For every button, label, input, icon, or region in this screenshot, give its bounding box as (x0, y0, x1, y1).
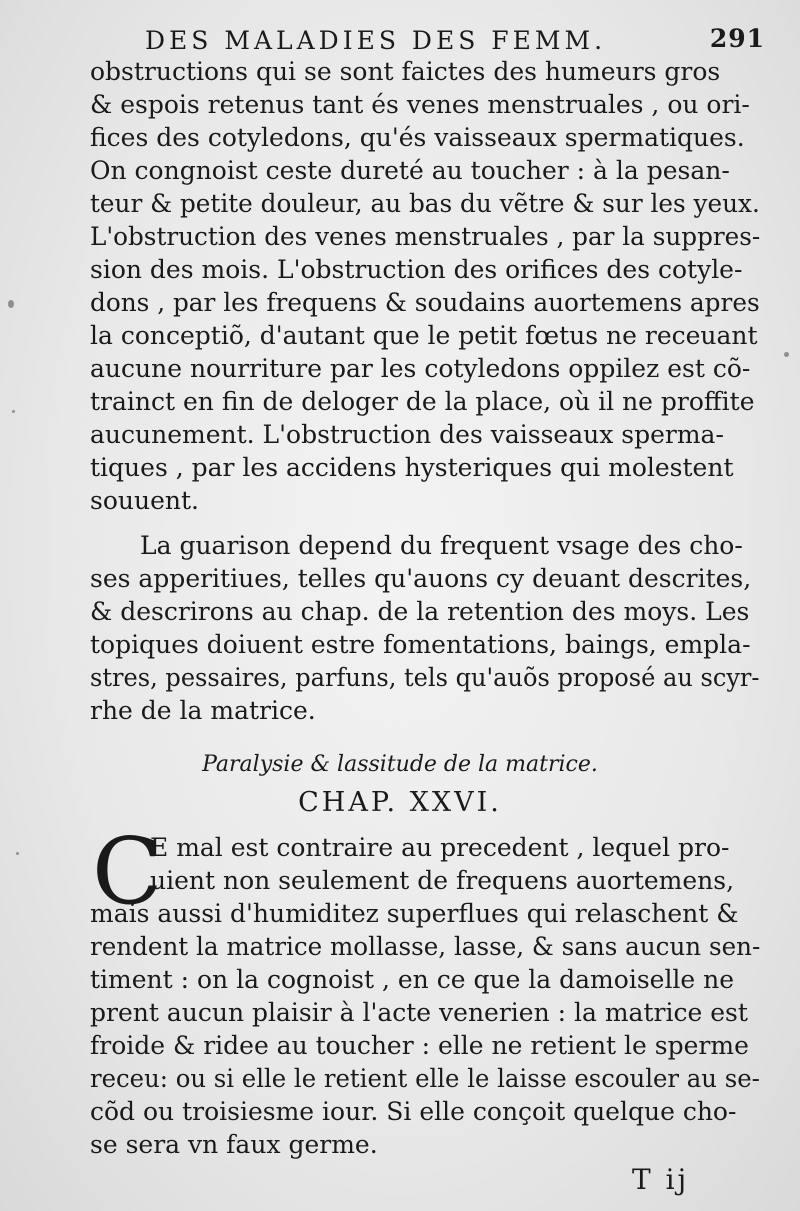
text-line: & descrirons au chap. de la retention des moys. Les (90, 597, 750, 626)
text-line: topiques doiuent estre fomentations, baings, empla- (90, 630, 751, 659)
text-line: ses apperitiues, telles qu'auons cy deuant descrites, (90, 564, 752, 593)
text-line: trainct en fin de deloger de la place, où il ne proffite (90, 387, 755, 416)
section-rubric: Paralysie & lassitude de la matrice. (202, 752, 598, 777)
text-line: tiques , par les accidens hysteriques qui molestent (90, 453, 734, 482)
text-line: receu: ou si elle le retient elle le laisse escouler au se- (90, 1064, 760, 1093)
ink-speck (12, 410, 15, 413)
text-line: uient non seulement de frequens auortemens, (150, 866, 735, 895)
text-line: timent : on la cognoist , en ce que la damoiselle ne (90, 965, 735, 994)
text-line: cõd ou troisiesme iour. Si elle conçoit quelque cho- (90, 1097, 737, 1126)
page-number: 291 (709, 24, 765, 53)
ink-speck (16, 852, 19, 855)
text-line: teur & petite douleur, au bas du vẽtre & sur les yeux. (90, 189, 760, 218)
text-line: froide & ridee au toucher : elle ne retient le sperme (90, 1031, 749, 1060)
text-line: prent aucun plaisir à l'acte venerien : la matrice est (90, 998, 748, 1027)
text-line: rendent la matrice mollasse, lasse, & sans aucun sen- (90, 932, 761, 961)
text-line: la conceptiõ, d'autant que le petit fœtus ne receuant (90, 321, 758, 350)
signature-mark: T ij (632, 1163, 690, 1196)
ink-speck (8, 300, 14, 308)
text-line: & espois retenus tant és venes menstruales , ou ori- (90, 90, 750, 119)
text-line: souuent. (90, 486, 199, 515)
text-line: mais aussi d'humiditez superflues qui relaschent & (90, 899, 739, 928)
text-line: dons , par les frequens & soudains auortemens apres (90, 288, 760, 317)
ink-speck (784, 352, 789, 357)
text-line: aucune nourriture par les cotyledons oppilez est cõ- (90, 354, 751, 383)
text-line: aucunement. L'obstruction des vaisseaux sperma- (90, 420, 724, 449)
text-line: L'obstruction des venes menstruales , par la suppres- (90, 222, 761, 251)
text-line: sion des mois. L'obstruction des orifices des cotyle- (90, 255, 743, 284)
chapter-heading: CHAP. XXVI. (298, 787, 502, 818)
text-line: se sera vn faux germe. (90, 1130, 378, 1159)
running-title: DES MALADIES DES FEMM. (145, 26, 607, 55)
text-line: rhe de la matrice. (90, 696, 316, 725)
text-line: obstructions qui se sont faictes des humeurs gros (90, 57, 721, 86)
text-line: stres, pessaires, parfuns, tels qu'auõs proposé au scyr- (90, 663, 760, 692)
text-line: La guarison depend du frequent vsage des cho- (140, 531, 743, 560)
text-line: E mal est contraire au precedent , lequel pro- (150, 833, 730, 862)
text-line: fices des cotyledons, qu'és vaisseaux spermatiques. (90, 123, 745, 152)
text-line: On congnoist ceste dureté au toucher : à la pesan- (90, 156, 730, 185)
drop-capital: C (92, 818, 163, 925)
